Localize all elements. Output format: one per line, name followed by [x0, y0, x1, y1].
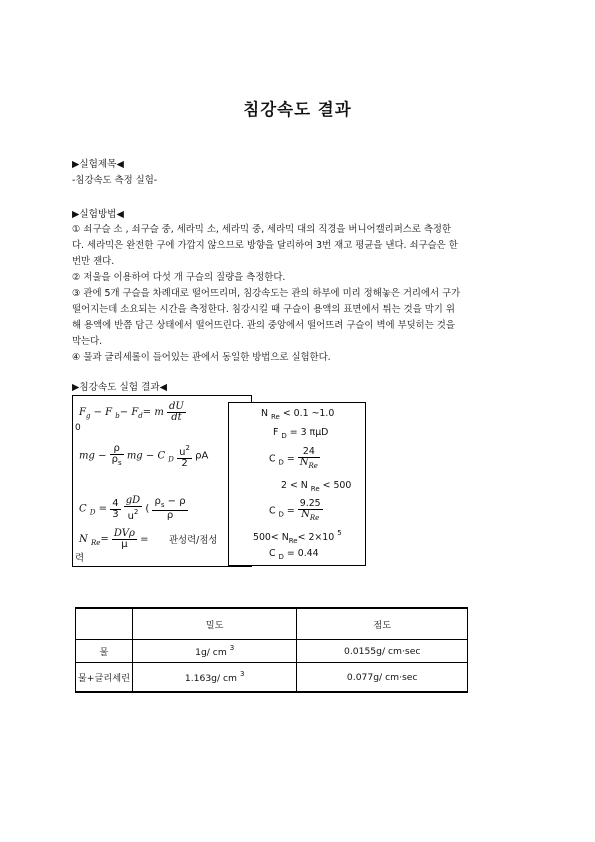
header-viscosity: 점도	[297, 608, 468, 640]
method-line: 다. 세라믹은 완전한 구에 가깝지 않으므로 방향을 달리하여 3번 재고 평균을 낸다. 쇠구슬은 한	[72, 240, 458, 251]
zero-label: 0	[75, 423, 81, 433]
stokes-drag-force: F $_D$ = 3 πμD	[273, 427, 329, 440]
method-line: 떨어지는데 소요되는 시간을 측정한다. 침강시킬 때 구슬이 용액의 표면에서 튀는 것을 막기 위	[72, 304, 455, 315]
table-row	[76, 663, 468, 693]
header-cell	[76, 608, 133, 640]
reynolds-equation: N $_{Re}$= $\frac{\text{DVρ}}{\mu}$ =	[79, 528, 149, 550]
method-line: 막는다.	[72, 336, 103, 347]
row-viscosity: 0.077g/ cm·sec	[297, 663, 468, 693]
results-heading: ▶침강속도 실험 결과◀	[72, 382, 167, 393]
reynolds-meaning-tail: 력	[75, 553, 85, 564]
row-density: 1.163g/ cm $^3$	[132, 663, 297, 693]
method-list	[72, 222, 526, 366]
regime-intermediate-range: 2 < N $_{Re}$ < 500	[281, 480, 352, 493]
header-density: 밀도	[132, 608, 297, 640]
method-line: 번만 잰다.	[72, 256, 115, 267]
reynolds-meaning: 관성력/점성	[169, 535, 218, 546]
method-line: ③ 관에 5개 구슬을 차례대로 떨어뜨리며, 침강속도는 관의 하부에 미리 정해놓은 거리에서 구가	[72, 288, 461, 299]
regime-newton-range: $500< N_{Re}< 2\times 10$ $^5$	[253, 529, 342, 545]
properties-table	[75, 607, 468, 693]
subject-heading: ▶실험제목◀	[72, 159, 124, 170]
row-viscosity: 0.0155g/ cm·sec	[297, 640, 468, 663]
method-line: ① 쇠구슬 소 , 쇠구슬 중, 세라믹 소, 세라믹 중, 세라믹 대의 직경을 버니어캘리퍼스로 측정한	[72, 224, 452, 235]
drag-coefficient-equation: C $_D$ = $\frac{4}{3}$ $\frac{gD}{u^2}$ ( $\frac{\rho_s - \rho}{\rho}$	[79, 495, 186, 522]
table-header-row	[76, 608, 468, 640]
table-row	[76, 640, 468, 663]
newton-drag-coefficient: C $_D$ = 0.44	[269, 548, 319, 561]
page-title: 침강속도 결과	[243, 100, 352, 119]
intermediate-drag-coefficient: C $_D$ = $\frac{9.25}{N_{Re}}$	[269, 498, 321, 522]
method-line: 해 용액에 반쯤 담근 상태에서 떨어뜨린다. 관의 중앙에서 떨어뜨려 구슬이 벽에 부딪히는 것을	[72, 320, 455, 331]
method-line: ② 저울을 이용하여 다섯 개 구슬의 질량을 측정한다.	[72, 272, 286, 283]
stokes-drag-coefficient: C $_D$ = $\frac{24}{N_{Re}}$	[269, 446, 318, 470]
formula-box-left	[72, 395, 252, 567]
row-name: 물+글리세린	[76, 663, 133, 693]
force-balance-equation: $F_g - F$ $_b- F_d= m$ $\frac{dU}{dt}$	[79, 401, 184, 423]
terminal-velocity-equation: mg − $\frac{\rho}{\rho_s}$ mg − C $_D$ $\frac{u^2}{2}$ ρA	[79, 443, 209, 469]
formula-box-right	[228, 402, 366, 566]
subject-text: -침강속도 측정 실험-	[72, 175, 158, 186]
regime-stokes-range: N $_{Re}$ < 0.1 ~1.0	[261, 408, 335, 421]
row-name: 물	[76, 640, 133, 663]
method-heading: ▶실험방법◀	[72, 209, 124, 220]
method-line: ④ 물과 글리세롤이 들어있는 관에서 동일한 방법으로 실험한다.	[72, 352, 331, 363]
row-density: 1g/ cm $^3$	[132, 640, 297, 663]
